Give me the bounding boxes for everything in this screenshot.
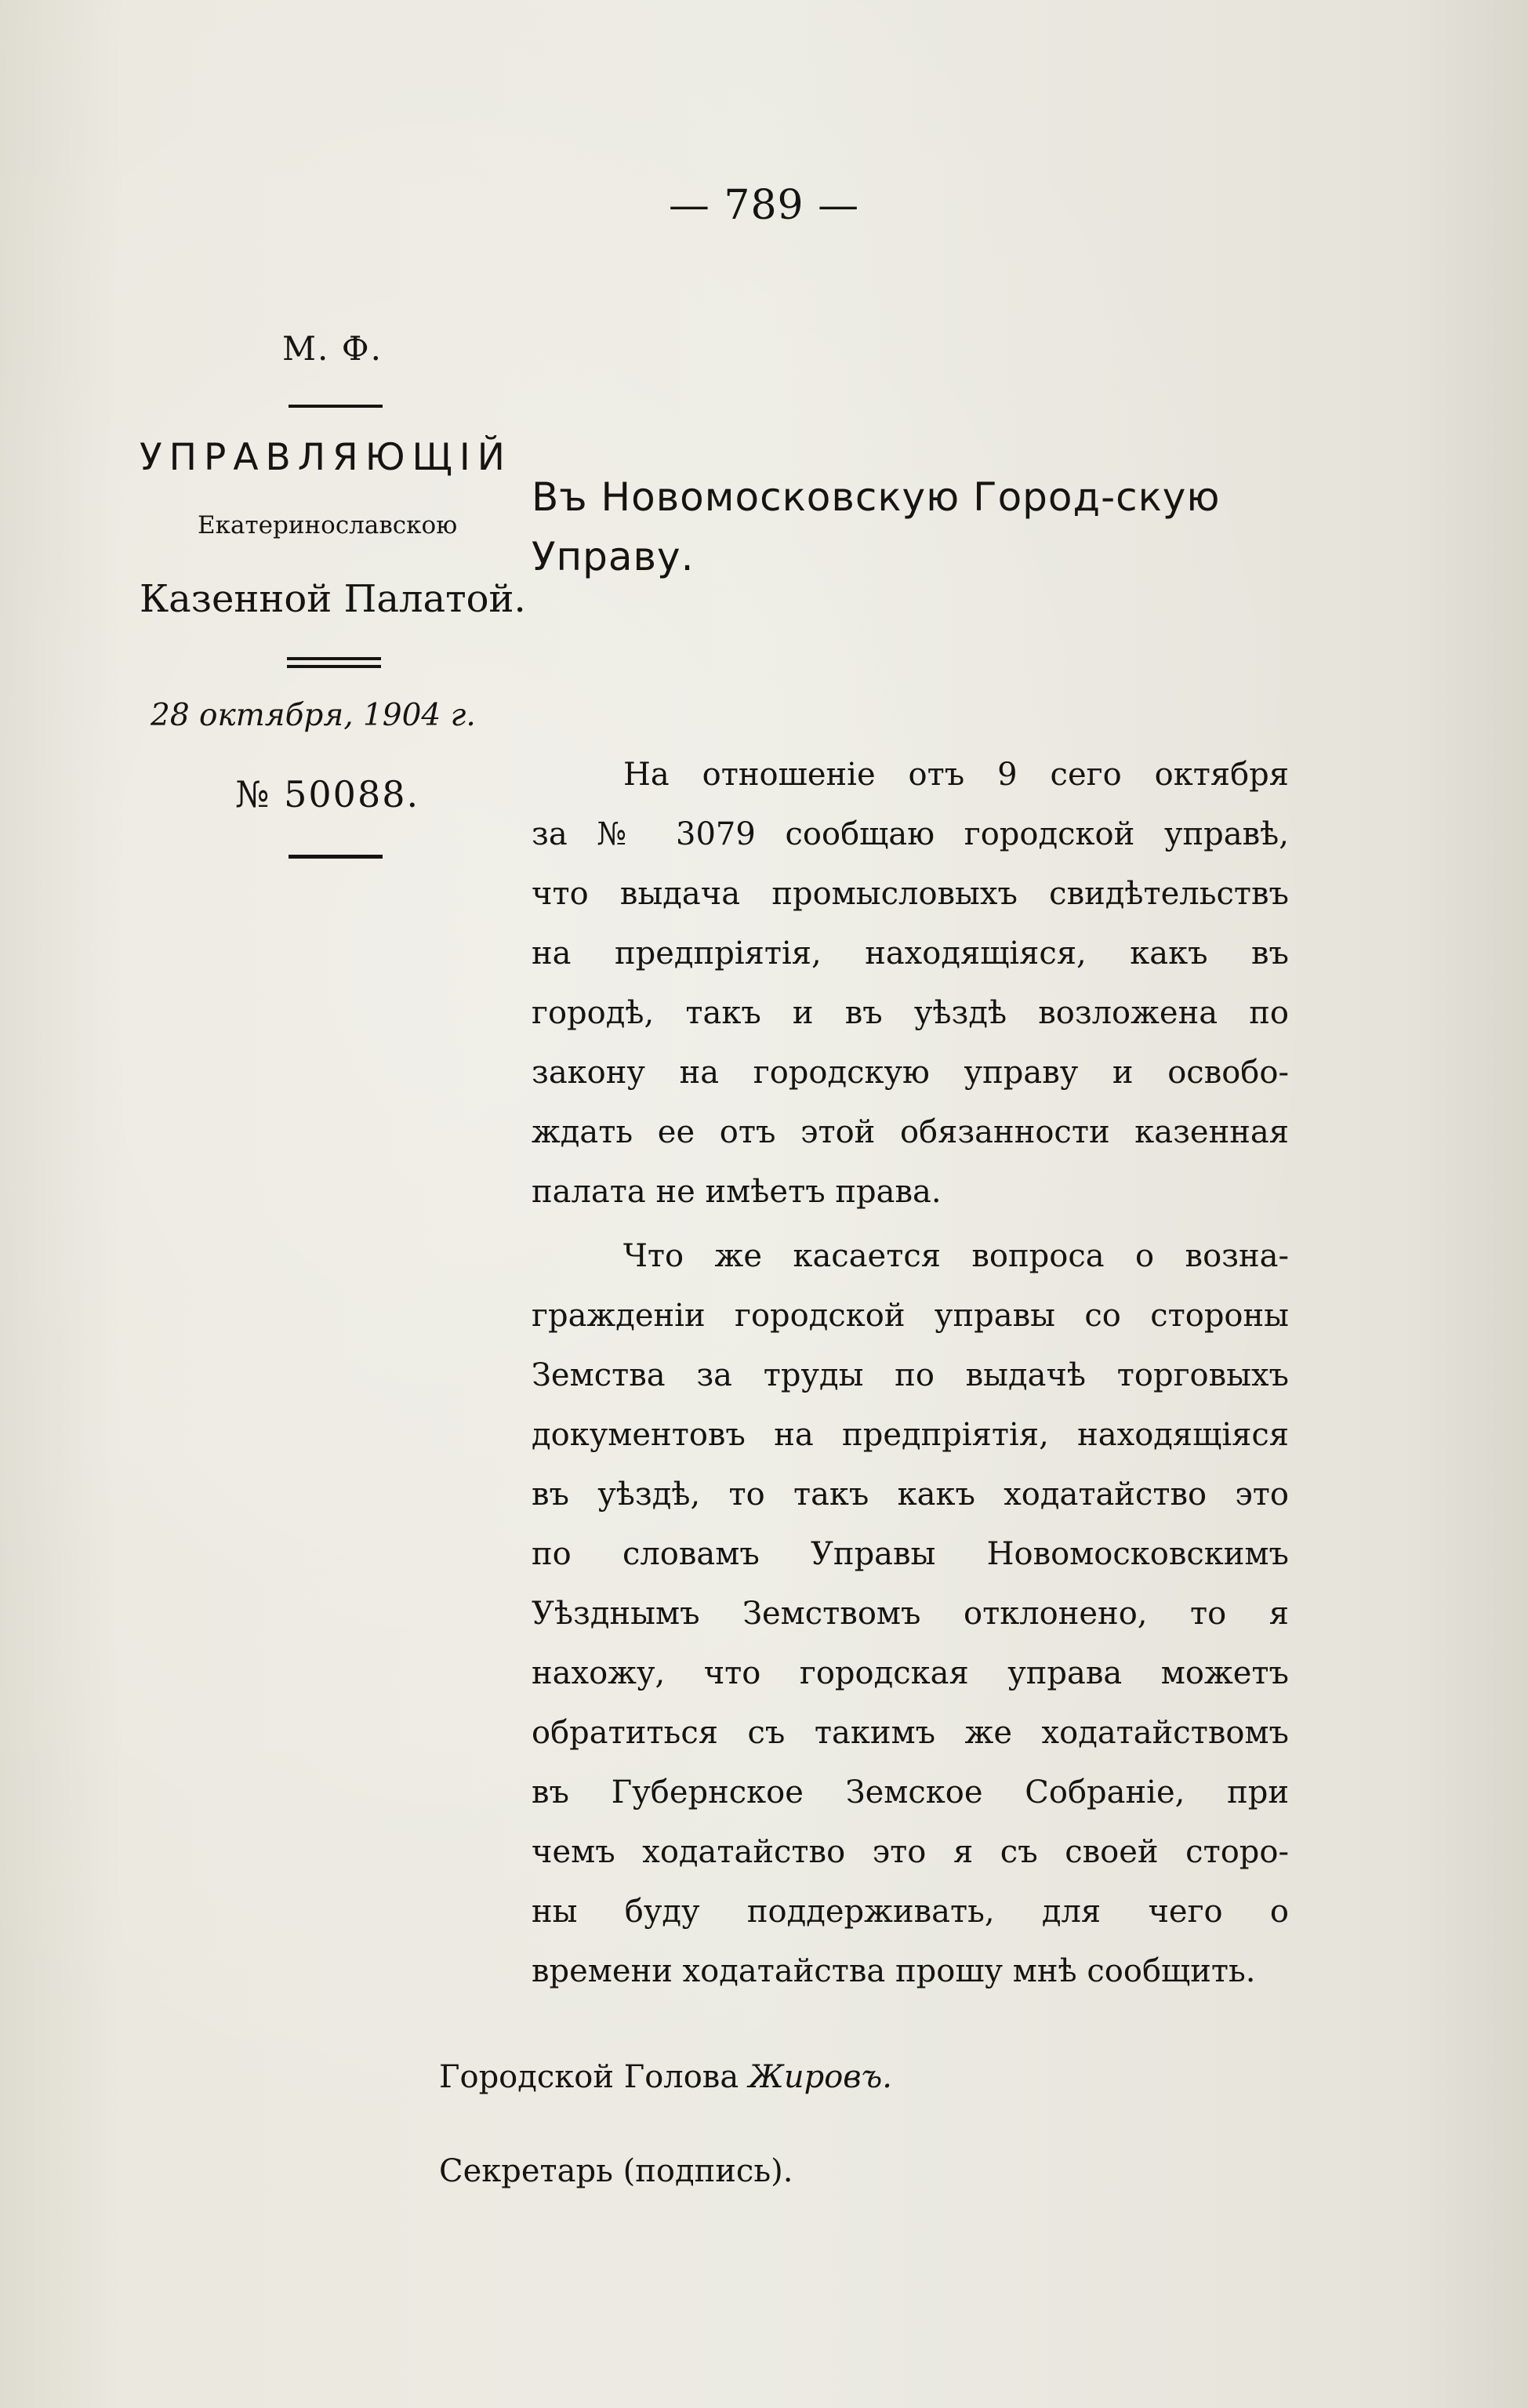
- mayor-signature: [439, 2059, 892, 2095]
- body-line: въ уѣздѣ, то такъ какъ ходатайство это: [532, 1476, 1289, 1513]
- sender-chamber: Казенной Палатой.: [140, 577, 526, 621]
- secretary-signature: Секретарь (подпись).: [439, 2153, 793, 2189]
- double-rule-top: [287, 657, 381, 660]
- body-line: времени ходатайства прошу мнѣ сообщить.: [532, 1953, 1256, 1989]
- body-line: гражденіи городской управы со стороны: [532, 1298, 1289, 1334]
- body-line: обратиться съ такимъ же ходатайствомъ: [532, 1715, 1289, 1751]
- letter-number: № 50088.: [235, 773, 420, 815]
- divider-rule-1: [289, 405, 383, 408]
- body-line: въ Губернское Земское Собраніе, при: [532, 1774, 1289, 1811]
- body-line: документовъ на предпріятія, находящіяся: [532, 1417, 1289, 1453]
- body-line: ждать ее отъ этой обязанности казенная: [532, 1114, 1289, 1150]
- body-line: палата не имѣетъ права.: [532, 1174, 942, 1210]
- letter-date: 28 октября, 1904 г.: [151, 698, 476, 733]
- double-rule-bottom: [287, 665, 381, 668]
- body-line: Что же касается вопроса о возна-: [623, 1238, 1289, 1274]
- ministry-abbreviation: М. Ф.: [282, 329, 383, 368]
- body-line: городѣ, такъ и въ уѣздѣ возложена по: [532, 995, 1289, 1031]
- body-line: закону на городскую управу и освобо-: [532, 1055, 1289, 1091]
- body-line: на предпріятія, находящіяся, какъ въ: [532, 935, 1289, 972]
- body-line: нахожу, что городская управа можетъ: [532, 1655, 1289, 1691]
- body-line: чемъ ходатайство это я съ своей сторо-: [532, 1834, 1289, 1870]
- body-line: Уѣзднымъ Земствомъ отклонено, то я: [532, 1596, 1289, 1632]
- mayor-name: Жировъ.: [748, 2059, 892, 2095]
- body-line: ны буду поддерживать, для чего о: [532, 1894, 1289, 1930]
- mayor-label: Городской Голова: [439, 2059, 739, 2095]
- sender-title: УПРАВЛЯЮЩІЙ: [140, 436, 512, 479]
- page-number: — 789 —: [668, 182, 860, 229]
- addressee: Въ Новомосковскую Город-скую Управу.: [532, 474, 1221, 579]
- body-line: что выдача промысловыхъ свидѣтельствъ: [532, 876, 1289, 912]
- body-line: На отношеніе отъ 9 сего октября: [623, 757, 1289, 793]
- sender-region: Екатеринославскою: [198, 511, 458, 539]
- body-line: по словамъ Управы Новомосковскимъ: [532, 1536, 1289, 1572]
- body-line: Земства за труды по выдачѣ торговыхъ: [532, 1357, 1289, 1393]
- body-line: за № 3079 сообщаю городской управѣ,: [532, 816, 1289, 852]
- divider-rule-2: [289, 855, 383, 859]
